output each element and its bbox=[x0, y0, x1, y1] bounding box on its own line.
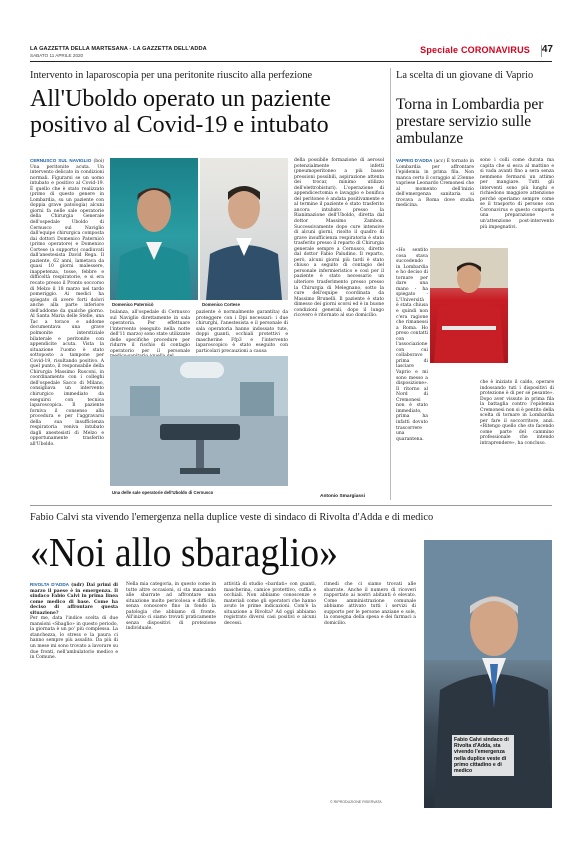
operating-room-icon bbox=[110, 356, 288, 486]
article3-column-1 bbox=[30, 582, 118, 808]
article3-col4-text: rimedi che ci siamo trovati alle sbarrate. Anche il numero di ricoveri rapportato ai nostri abitanti è elevato. Come amministrazione comunale abbiamo attivato tutti i servizi di supporto per le persone anziane e sole, la consegna della spesa e dei farmaci a domicilio. bbox=[324, 582, 416, 626]
caption-cortese: Domenico Cortese bbox=[202, 302, 240, 307]
article2-col2-text: sono i colli come durata ma capita che si esca al mattino e si vada avanti fino a sera senza nemmeno fermarsi un attimo per mangiare. Tutti gli interventi sono più lunghi e richiedono maggiore attenzione perché operiamo sempre come se il trasporto di persone con Coronavirus e questo comporta una preparazione e un'attenzione post-intervento più impegnativi. bbox=[480, 158, 554, 230]
operating-room-photo bbox=[110, 356, 288, 486]
article3-col1b-text: Per me, data l'indice scelta di due mansioni «Sbaglio» in questo periodo, la giornata è un po' più complessa. La stanchezza, lo stress e la paura ci hanno sempre più assalito. Da più di un mese mi sono trovato a lavorare su due fronti, nell'ambulatorio medico e in Comune. bbox=[30, 616, 118, 661]
caption-calvi: Fabio Calvi sindaco di Rivolta d'Adda, sta vivendo l'emergenza nella duplice veste di primo cittadino e di medico bbox=[452, 735, 514, 776]
issue-date: SABATO 11 APRILE 2020 bbox=[30, 53, 84, 58]
article3-col2-text: Nella mia categoria, in questo come in tutte altre occasioni, si sta mancando alle sbarrate ad affrontare una situazione molto pericolosa e difficile, senza conoscere fino in fondo la patologia che abbiamo di fronte. All'inizio ci siamo trovati praticamente senza dispositivi di protezione individuale. bbox=[126, 582, 216, 632]
header-rule bbox=[30, 61, 552, 62]
article2-col1b-text: «Ho sentito cosa stava succedendo in Lombardia e ho deciso di tornare per dare una mano - ha spiegato - L'Università è stata chiusa e quindi non c'era ragione che rimanessi a Roma. Ho preso contatti con l'associazione con cui collaboravo prima di lasciare Vaprio e mi sono messo a disposizione». Il ritorno al Nord di Cremonesi non è stato immediato, prima ha infatti dovuto trascorrere una quarantena. bbox=[396, 248, 429, 442]
portrait-photo-icon bbox=[110, 158, 198, 300]
article1-signature: Antonio Smargiassi bbox=[320, 494, 366, 499]
article1-byline: CERNUSCO SUL NAVIGLIO bbox=[30, 158, 92, 163]
article3-title: «Noi allo sbaraglio» bbox=[30, 529, 338, 575]
article2-column-2b bbox=[480, 380, 554, 500]
caption-paternico: Domenico Paternicò bbox=[112, 302, 154, 307]
newspaper-name: LA GAZZETTA DELLA MARTESANA - LA GAZZETTA DELL'ADDA bbox=[30, 46, 207, 52]
portrait-photo-paternico bbox=[110, 158, 198, 300]
article3-byline: RIVOLTA D'ADDA bbox=[30, 582, 69, 587]
article1-col3-text: paziente è normalmente garantita) da proteggere con i Dpi necessari: i due chirurghi, l'anestesista e il personale di sala operatoria hanno indossato tute, doppi guanti, occhiali protettivi e mascherine Ffp3 e l'intervento laparoscopico è stato eseguito con particolari precauzioni a causa bbox=[196, 310, 288, 354]
column-divider bbox=[390, 68, 391, 500]
article1-col4-text: della possibile formazione di aerosol potenzialmente infetti (pneumoperitoneo a più basso pressioni possibili, aspirazione attenta dei trocar, minimo utilizzo dell'elettrobisturi). L'operazione di appendicectomia e lavaggio e bonifica del peritoneo è andata positivamente e al termine il paziente è stato trasferito ancora intubato presso la Rianimazione dell'Uboldo, diretta dal dottor Massimo Zambon. Successivamente dopo cure intensive di alcuni giorni, risolto il quadro di grave insufficienza respiratoria è stato trasferito presso il reparto di Chirurgia generale sempre a Cernusco, diretto dal dottor Fabio Paludino. Il reparto, però, alcuni giorni più tardi è stato chiuso a seguito di contagio del personale infermieristico e così per il paziente è stato necessario un ulteriore trasferimento presso presso la Chirurgia di Melegnano, sotto la cure dell'equipe coordinata da Massimo Brunelli. Il paziente è stato dimesso dei giorni scorsi ed è in buone condizioni generali, dopo il lungo ricovero è ritornato al suo domicilio. bbox=[294, 158, 384, 319]
article1-title: All'Uboldo operato un paziente positivo al Covid-19 e intubato bbox=[30, 86, 331, 138]
article3-column-3 bbox=[224, 582, 316, 808]
article2-column-1b bbox=[396, 248, 428, 500]
article1-col2-text: bulanza, all'ospedale di Cernusco sul Naviglio direttamente in sala operatoria. Per effettuare l'intervento (eseguito nella notte dell'11 marzo) sono state utilizzate delle specifiche procedure per ridurre il rischio di contagio operatorio per il personale bbox=[110, 310, 190, 354]
caption-operating-room: Una delle sale operatorie dell'Uboldo di Cernusco bbox=[112, 490, 214, 495]
article2-kicker: La scelta di un giovane di Vaprio bbox=[396, 70, 534, 81]
article3-col1-text: (ndr) Dai primi di marzo il paese è in emergenza. Il sindaco Fabio Calvi in prima linea come medico di base. Come ha deciso di affrontare questa situazione? bbox=[30, 583, 118, 616]
article1-col1-text: (boi) Una peritonite acuta. Un intervento delicato in condizioni normali. Figurarsi se un uomo intubato e positivo al Covid-19. È quello che è stato realizzato (primo di questo genere in Lombardia, su un paziente con doppia grave patologia) alcuni giorni fa nelle sale operatorie della Chirurgia Generale dell'ospedale Uboldo di Cernusco sul Naviglio dall'equipe chirurgica composta dai dottori Domenico Paternicò (primo operatore) e Domenico Cortese (a supporto) coadiuvati dall'anestesista David Rega. Il paziente, 62 anni, lametava da quasi 10 giorni malessere, inappetenza, tosse, febbre e difficoltà respiratorie, e si era recato presso il Pronto soccorso di Melzo il 18 marzo nel tardo pomeriggio. Ai medici ha spiegato di avere forti dolori anche alla parte inferiore dell'addome da qualche giorno. Al Santa Maria delle Stelle, una Tac a torace e addome documentava una grave polmonite interstiziale bilaterale e peritonite con appendicite acuta. Vista la situazione l'uomo è stato sottoposto a tampone per Covid-19, risultando positivo. A quel punto, il responsabile della Chirurgia Massimo Rusconi, in coordinamento con i colleghi dell'ospedale Sacco di Milano, consigliava un intervento chirurgico immediato da eseguirsi con tecnica laparoscopica. Il paziente forniva il consenso alla procedura e per l'aggravarsi della sua insufficienza respiratoria veniva intubato dagli anestesisti di Melzo e opportunamente trasferito all'Uboldo. bbox=[30, 159, 104, 447]
article1-column-3 bbox=[196, 310, 288, 354]
article1-kicker: Intervento in laparoscopia per una peritonite riuscito alla perfezione bbox=[30, 70, 313, 81]
article2-title: Torna in Lombardia per prestare servizio sulle ambulanze bbox=[396, 96, 544, 147]
copyright-credit: © RIPRODUZIONE RISERVATA bbox=[330, 800, 382, 804]
page-number: 47 bbox=[541, 44, 553, 55]
article2-col2b-text: che è iniziato il caldo, operare indossando tuti i dispositivi di protezione è di per sé pesante». Dopo aver vissuto in prima fila la battaglia contro l'epidemia Cremonesi non si è pentito della scelta di tornare in Lombardia per fare il soccorritore, anzi. «Ritengo quello che sto facendo come parte del cammino professionale che intendo intraprendere», ha concluso. bbox=[480, 380, 554, 447]
portrait-photo-icon bbox=[200, 158, 288, 300]
article3-col3-text: attività di studio «bardati» con guanti, mascherina, camice protettivo, cuffia e occhiali. Non abbiamo conoscenze e materiali come gli operatori che hanno avuto le prime indicazioni. Com'è la situazione a Rivolta? Ad oggi abbiamo registrato diversi casi positivi e alcuni decessi. bbox=[224, 582, 316, 626]
article2-byline: VAPRIO D'ADDA bbox=[396, 158, 433, 163]
article3-column-4 bbox=[324, 582, 416, 808]
article1-column-4 bbox=[294, 158, 384, 500]
article3-kicker: Fabio Calvi sta vivendo l'emergenza nella duplice veste di sindaco di Rivolta d'Adda e di medico bbox=[30, 512, 434, 523]
section-title: Speciale CORONAVIRUS bbox=[420, 45, 530, 55]
article2-column-2 bbox=[480, 158, 554, 248]
paramedic-photo bbox=[430, 248, 508, 363]
article2-col1-text: (acc) È tornato in Lombardia per affrontare l'epidemia in prima fila. Non manca certo il coraggio al 23enne vapriese Leonardo Cremonesi che al momento dell'inizio dell'emergenza sanitaria si trovava a Roma dove studia medicina. bbox=[396, 159, 474, 209]
article1-column-2 bbox=[110, 310, 190, 354]
section-rule bbox=[30, 505, 552, 506]
article1-column-1 bbox=[30, 158, 104, 500]
article2-column-1 bbox=[396, 158, 474, 248]
portrait-photo-cortese bbox=[200, 158, 288, 300]
paramedic-photo-icon bbox=[430, 248, 508, 363]
article3-column-2 bbox=[126, 582, 216, 808]
